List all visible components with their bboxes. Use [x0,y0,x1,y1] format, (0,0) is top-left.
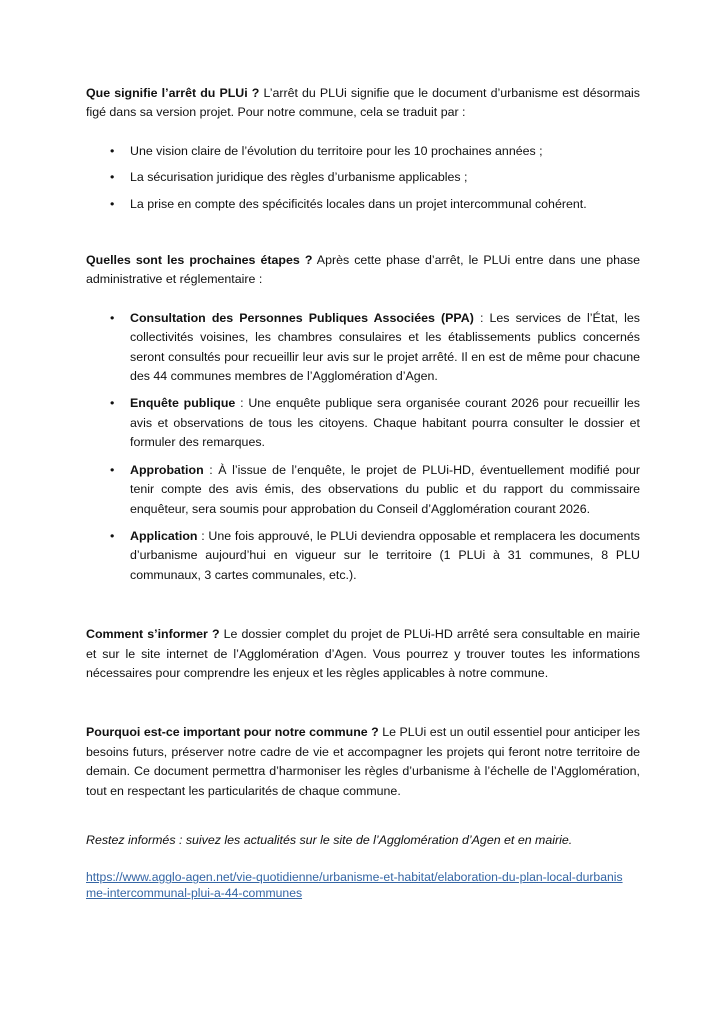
section-etapes-bullet-list [86,309,640,585]
section-informer-lead-in: Comment s’informer ? [86,627,220,642]
section-arret-body: L’arrêt du PLUi signifie que le document d’urbanisme est désormais figé dans sa version projet. Pour notre commune, cela se traduit par : [86,86,640,120]
list-item [86,527,640,585]
list-item-term: Approbation [130,462,204,477]
section-arret-lead-in: Que signifie l’arrêt du PLUi ? [86,86,260,100]
list-item-text: La prise en compte des spécificités locales dans un projet intercommunal cohérent. [130,196,587,211]
list-item [86,195,640,214]
list-item-text: : Les services de l’État, les collectivités voisines, les chambres consulaires et les établissements publics concernés seront consultés pour recueillir leur avis sur le projet arrêté. Il en est de même pour chacune des 44 communes membres de l’Agglomération d’Agen. [130,310,640,384]
section-informer-paragraph [86,625,640,683]
agglo-agen-plui-link[interactable]: https://www.agglo-agen.net/vie-quotidienne/urbanisme-et-habitat/elaboration-du-plan-local-durbanisme-intercommunal-plui-a-44-communes [86,870,623,901]
link-paragraph [86,869,631,901]
list-item [86,142,640,161]
section-arret-paragraph [86,84,640,123]
section-pourquoi-paragraph [86,723,640,801]
document-body [86,84,640,901]
spacer [86,214,640,251]
spacer [86,123,640,142]
list-item [86,394,640,452]
spacer [86,683,640,723]
list-item-text: : À l’issue de l’enquête, le projet de PLUi-HD, éventuellement modifié pour tenir compte des avis émis, des observations du public et du rapport du commissaire enquêteur, sera soumis pour approbation du Conseil d’Agglomération courant 2026. [130,462,640,516]
closing-note: Restez informés : suivez les actualités sur le site de l’Agglomération d’Agen et en mairie. [86,832,573,847]
list-item-text: Une vision claire de l’évolution du territoire pour les 10 prochaines années ; [130,143,543,158]
list-item [86,461,640,519]
list-item-term: Application [130,528,198,543]
spacer [86,850,640,869]
list-item-text: : Une enquête publique sera organisée courant 2026 pour recueillir les avis et observations de tous les citoyens. Chaque habitant pourra consulter le dossier et formuler des remarques. [130,396,640,450]
list-item [86,168,640,187]
section-pourquoi-body: Le PLUi est un outil essentiel pour anticiper les besoins futurs, préserver notre cadre de vie et accompagner les projets qui feront notre territoire de demain. Ce document permettra d’harmoniser les règles d’urbanisme à l’échelle de l’Agglomération, tout en respectant les particularités de chaque commune. [86,725,640,798]
section-etapes-body: Après cette phase d’arrêt, le PLUi entre dans une phase administrative et réglementaire : [86,253,640,287]
list-item-term: Consultation des Personnes Publiques Associées (PPA) [130,310,474,325]
list-item-text: La sécurisation juridique des règles d’urbanisme applicables ; [130,170,468,185]
section-arret-bullet-list [86,142,640,214]
spacer [86,801,640,831]
section-pourquoi-lead-in: Pourquoi est-ce important pour notre commune ? [86,725,379,740]
section-etapes-lead-in: Quelles sont les prochaines étapes ? [86,253,313,268]
section-etapes-paragraph [86,251,640,290]
list-item [86,309,640,387]
section-informer-body: Le dossier complet du projet de PLUi-HD arrêté sera consultable en mairie et sur le site internet de l’Agglomération d’Agen. Vous pourrez y trouver toutes les informations nécessaires pour comprendre les enjeux et les règles applicables à notre commune. [86,627,640,680]
spacer [86,290,640,309]
spacer [86,585,640,625]
list-item-term: Enquête publique [130,396,236,411]
list-item-text: : Une fois approuvé, le PLUi deviendra opposable et remplacera les documents d’urbanisme aujourd’hui en vigueur sur le territoire (1 PLUi à 31 communes, 8 PLU communaux, 3 cartes communales, etc.). [130,528,640,582]
